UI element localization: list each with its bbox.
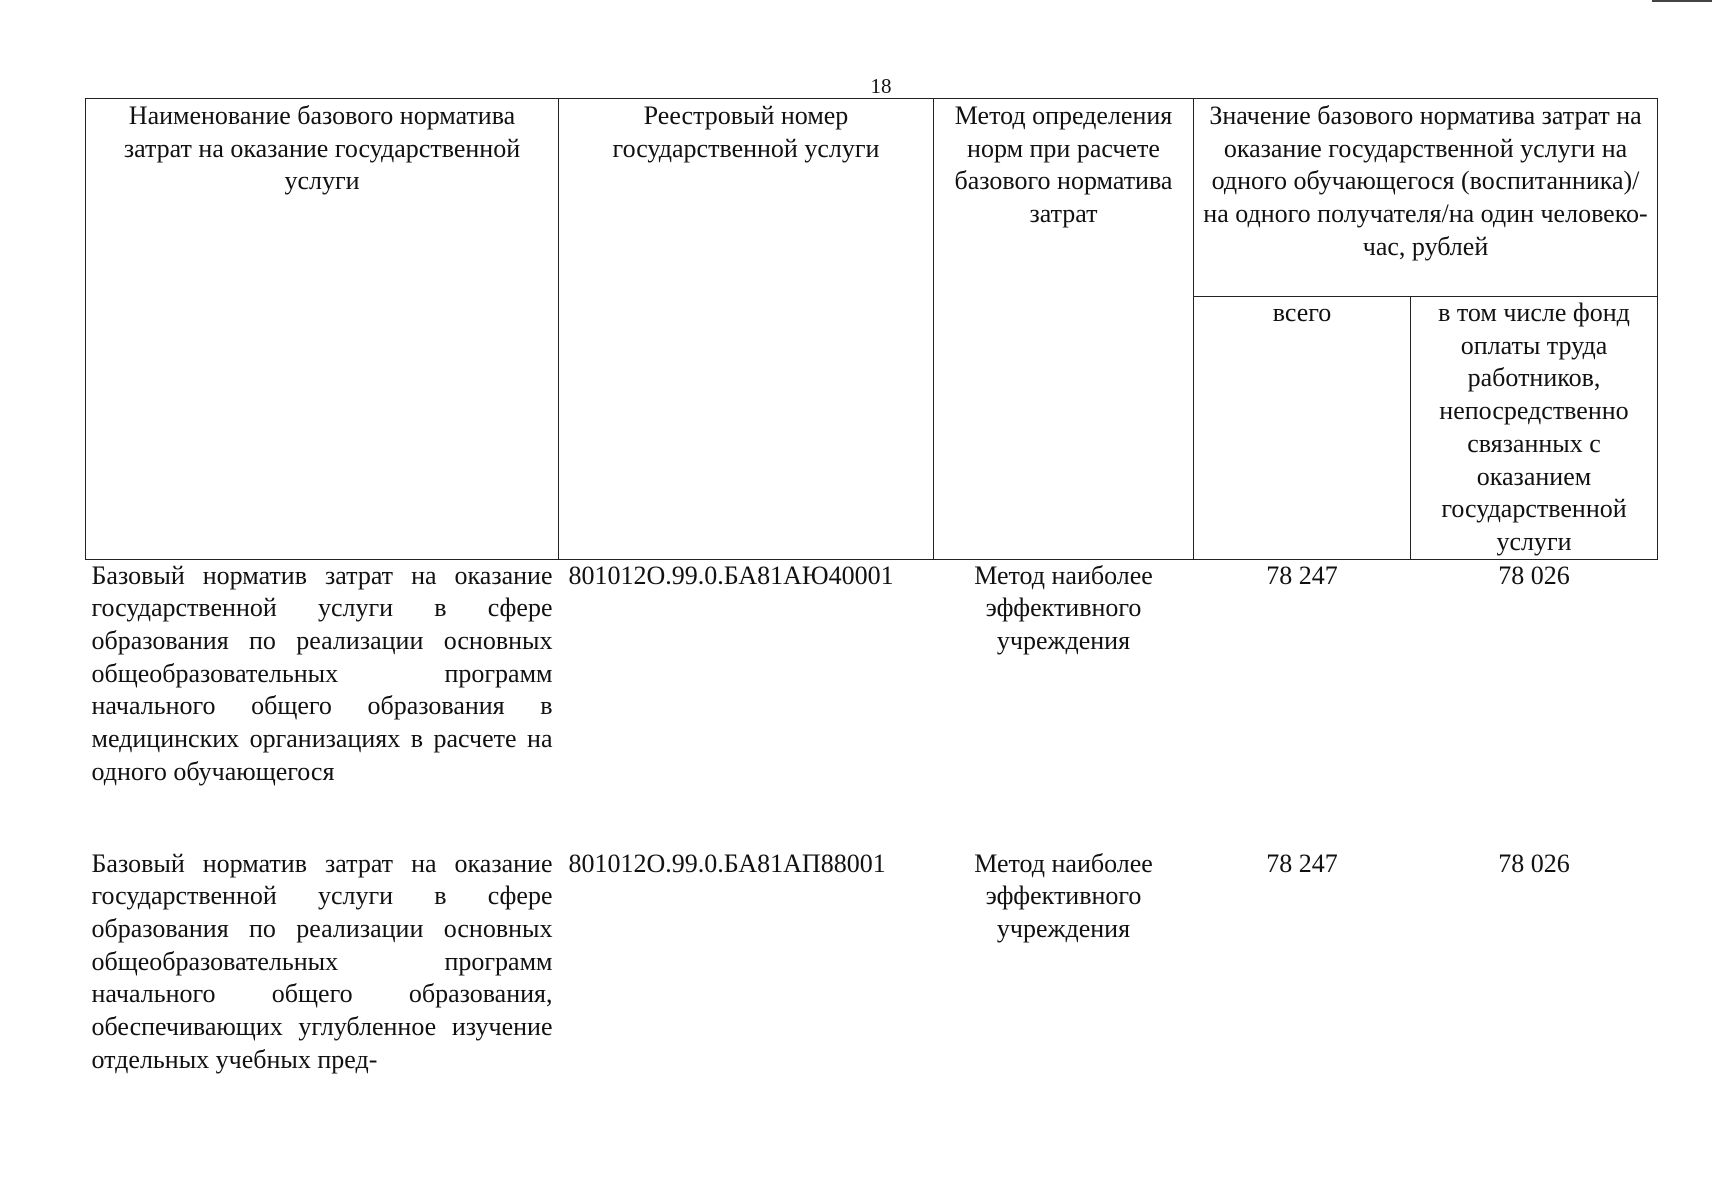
table-row [86, 848, 1658, 1088]
page-number: 18 [870, 74, 892, 98]
row-method: Метод наиболее эффективного учреждения [974, 848, 1153, 944]
norms-table [85, 98, 1658, 1088]
row-wage-fund: 78 026 [1498, 848, 1570, 878]
header-total: всего [1194, 297, 1411, 560]
table-header [86, 99, 1658, 560]
row-name: Базовый норматив затрат на оказание государственной услуги в сфере образования по реализации основных общеобразовательных программ начального общего образования, обеспечивающих углубленное изучение отдельных учебных пред- [91, 848, 553, 1074]
row-total: 78 247 [1266, 560, 1338, 590]
row-total: 78 247 [1266, 848, 1338, 878]
table-row [86, 559, 1658, 848]
row-wage-fund: 78 026 [1498, 560, 1570, 590]
row-method: Метод наиболее эффективного учреждения [974, 560, 1153, 656]
scan-edge-line [1652, 0, 1712, 2]
header-name: Наименование базового норматива затрат на оказание государственной услуги [86, 99, 559, 560]
row-name: Базовый норматив затрат на оказание государственной услуги в сфере образования по реализации основных общеобразовательных программ начального общего образования в медицинских организациях в расчете на одного обучающегося [91, 560, 553, 786]
row-registry-number: 801012О.99.0.БА81АП88001 [568, 848, 886, 878]
header-registry-number: Реестровый номер государственной услуги [559, 99, 934, 560]
row-registry-number: 801012О.99.0.БА81АЮ40001 [568, 560, 894, 590]
header-wage-fund: в том числе фонд оплаты труда работников, непосредственно связанных с оказанием государственной услуги [1411, 297, 1658, 560]
header-value-group: Значение базового норматива затрат на оказание государственной услуги на одного обучающегося (воспитанника)/на одного получателя/на один человеко-час, рублей [1194, 99, 1658, 297]
header-method: Метод определения норм при расчете базового норматива затрат [934, 99, 1194, 560]
